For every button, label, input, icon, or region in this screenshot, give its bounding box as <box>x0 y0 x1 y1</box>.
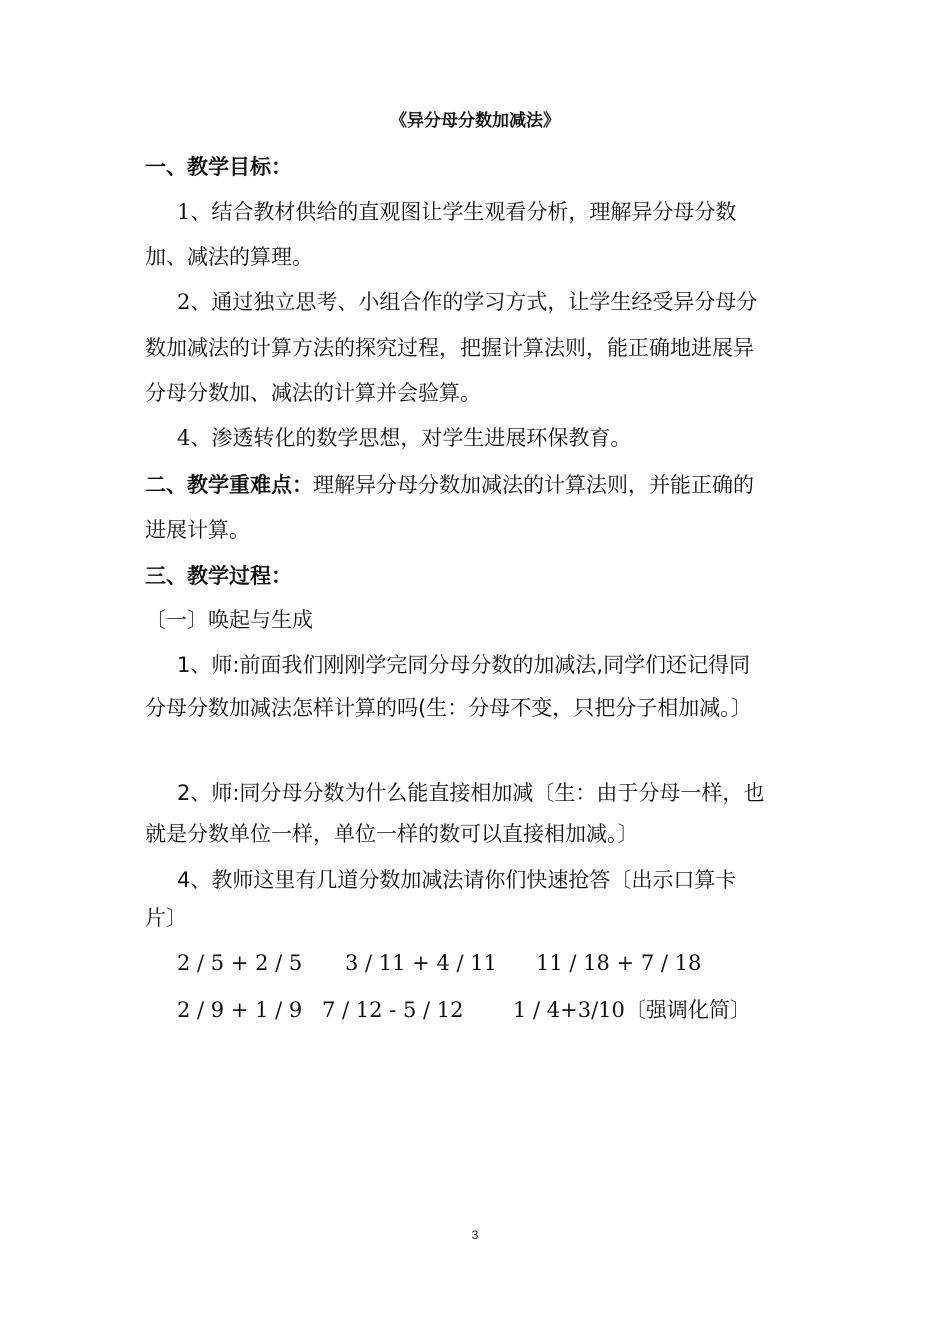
objective-4: 4、渗透转化的数学思想，对学生进展环保教育。 <box>177 426 632 450</box>
objective-1-line-2: 加、减法的算理。 <box>145 245 313 269</box>
key-points-text-line-2: 进展计算。 <box>145 518 250 542</box>
objective-2-line-1: 2、通过独立思考、小组合作的学习方式，让学生经受异分母分 <box>177 290 758 314</box>
section-heading-process: 三、教学过程： <box>145 564 292 588</box>
objective-2-line-3: 分母分数加、减法的计算并会验算。 <box>145 381 481 405</box>
section-heading-key-points: 二、教学重难点： <box>145 473 313 497</box>
paragraph-4-line-2: 片〕 <box>145 906 187 930</box>
document-title: 《异分母分数加减法》 <box>390 111 560 131</box>
exercise-6 <box>513 995 751 1025</box>
objective-2-line-2: 数加减法的计算方法的探究过程，把握计算法则，能正确地进展异 <box>145 336 754 360</box>
exercise-3: 11 / 18 + 7 / 18 <box>536 951 702 975</box>
paragraph-1-line-1: 1、师:前面我们刚刚学完同分母分数的加减法,同学们还记得同 <box>177 653 751 677</box>
exercise-5: 7 / 12 - 5 / 12 <box>322 998 464 1022</box>
paragraph-1-line-2: 分母分数加减法怎样计算的吗(生：分母不变，只把分子相加减。〕 <box>145 696 752 720</box>
exercise-note: 〔强调化简〕 <box>624 998 751 1022</box>
section-key-points <box>145 470 754 500</box>
exercise-4: 2 / 9 + 1 / 9 <box>177 998 303 1022</box>
key-points-text: 理解异分母分数加减法的计算法则，并能正确的 <box>313 473 754 497</box>
paragraph-2-line-1: 2、师:同分母分数为什么能直接相加减〔生：由于分母一样，也 <box>177 781 765 805</box>
exercise-2: 3 / 11 + 4 / 11 <box>345 951 497 975</box>
subsection-heading-1: 〔一〕唤起与生成 <box>145 608 313 632</box>
exercise-6-expression: 1 / 4+3/10 <box>513 998 625 1022</box>
section-heading-objectives: 一、教学目标： <box>145 155 292 179</box>
page-number: 3 <box>471 1228 479 1242</box>
paragraph-4-line-1: 4、教师这里有几道分数加减法请你们快速抢答〔出示口算卡 <box>177 868 737 892</box>
objective-1-line-1: 1、结合教材供给的直观图让学生观看分析，理解异分母分数 <box>177 200 737 224</box>
paragraph-2-line-2: 就是分数单位一样，单位一样的数可以直接相加减。〕 <box>145 822 639 846</box>
exercise-1: 2 / 5 + 2 / 5 <box>177 951 303 975</box>
